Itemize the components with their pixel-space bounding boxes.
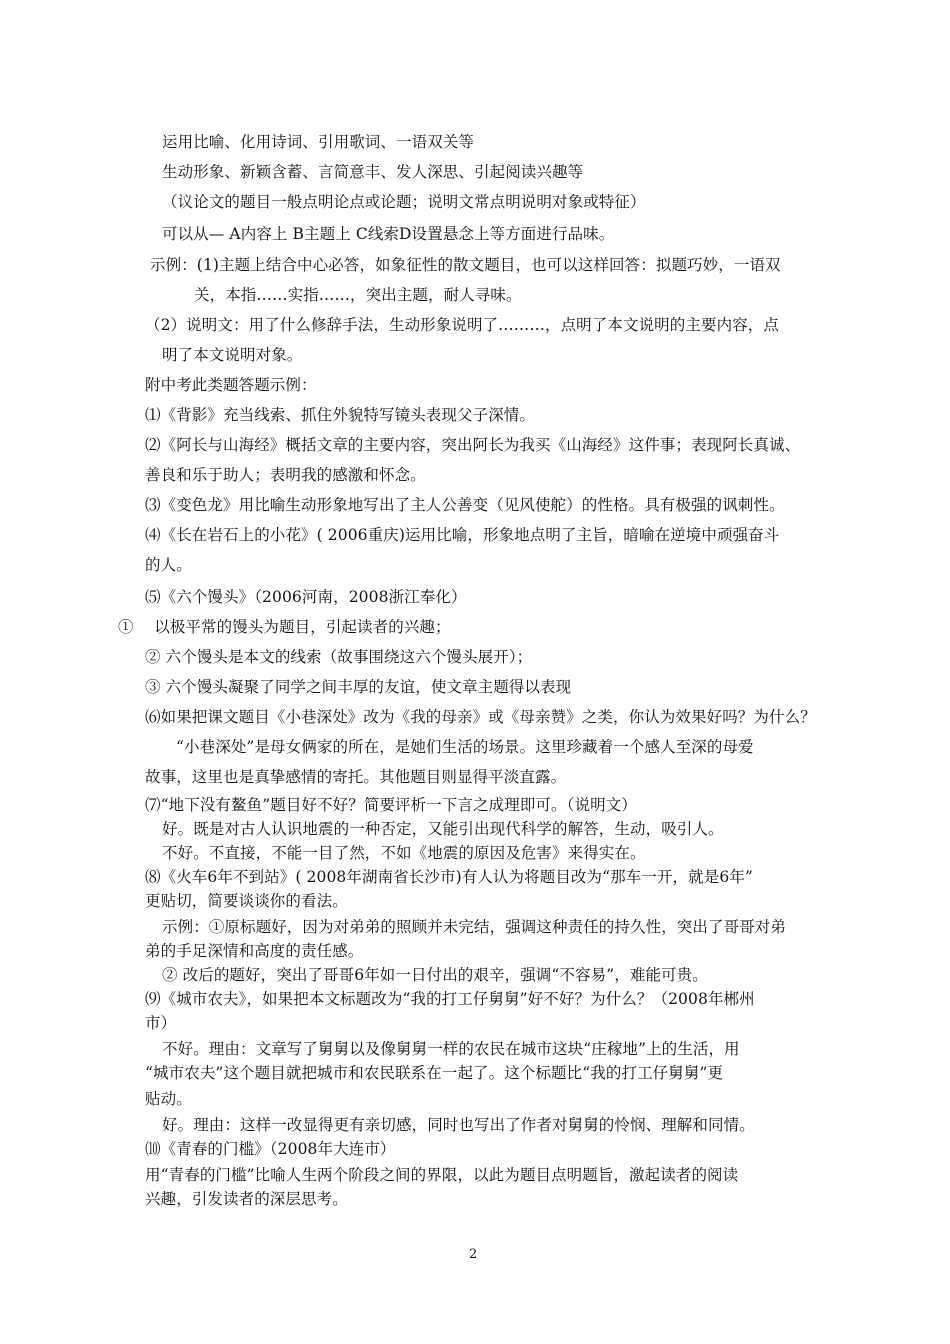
text-line: 示例：①原标题好，因为对弟弟的照顾并未完结，强调这种责任的持久性，突出了哥哥对弟 xyxy=(162,918,787,936)
text-line: 市） xyxy=(145,1014,177,1032)
text-line: ① 以极平常的馒头为题目，引起读者的兴趣； xyxy=(118,618,451,636)
text-line: ② 六个馒头是本文的线索（故事围绕这六个馒头展开）； xyxy=(145,648,533,666)
text-line: 关，本指……实指……，突出主题，耐人寻味。 xyxy=(194,286,522,304)
text-line: ③ 六个馒头凝聚了同学之间丰厚的友谊，使文章主题得以表现 xyxy=(145,678,572,696)
text-line: 弟的手足深情和高度的责任感。 xyxy=(145,942,364,960)
text-line: ⑹如果把课文题目《小巷深处》改为《我的母亲》或《母亲赞》之类，你认为效果好吗？为什么？ xyxy=(145,708,816,726)
text-line: （议论文的题目一般点明论点或论题；说明文常点明说明对象或特征） xyxy=(162,193,646,211)
text-line: ② 改后的题好，突出了哥哥6年如一日付出的艰辛，强调“不容易”，难能可贵。 xyxy=(162,966,708,984)
text-line: ⑼《城市农夫》，如果把本文标题改为“我的打工仔舅舅”好不好？为什么？（2008年郴州 xyxy=(145,990,755,1008)
text-line: ⑻《火车6年不到站》( 2008年湖南省长沙市)有人认为将题目改为“那车一开，就是6年” xyxy=(145,868,753,886)
text-line: （2）说明文：用了什么修辞手法，生动形象说明了………，点明了本文说明的主要内容，点 xyxy=(145,316,779,334)
text-line: 兴趣，引发读者的深层思考。 xyxy=(145,1190,348,1208)
text-line: ⑺“地下没有鳌鱼”题目好不好？简要评析一下言之成理即可。（说明文） xyxy=(145,796,637,814)
text-line: 可以从— A内容上 B主题上 C线索D设置悬念上等方面进行品味。 xyxy=(162,225,615,243)
text-line: 好。既是对古人认识地震的一种否定，又能引出现代科学的解答，生动，吸引人。 xyxy=(162,820,724,838)
text-line: 生动形象、新颖含蓄、言简意丰、发人深思、引起阅读兴趣等 xyxy=(162,163,584,181)
text-line: ⑶《变色龙》用比喻生动形象地写出了主人公善变（见风使舵）的性格。具有极强的讽刺性。 xyxy=(145,496,785,514)
text-line: 好。理由：这样一改显得更有亲切感，同时也写出了作者对舅舅的怜悯、理解和同情。 xyxy=(162,1116,755,1134)
text-line: 更贴切，简要谈谈你的看法。 xyxy=(145,892,348,910)
text-line: ⑸《六个馒头》（2006河南，2008浙江奉化） xyxy=(145,588,467,606)
text-line: 运用比喻、化用诗词、引用歌词、一语双关等 xyxy=(162,133,475,151)
page-number: 2 xyxy=(469,1247,478,1262)
text-line: 不好。理由：文章写了舅舅以及像舅舅一样的农民在城市这块“庄稼地”上的生活，用 xyxy=(162,1040,740,1058)
text-line: 附中考此类题答题示例： xyxy=(145,376,317,394)
text-line: 用“青春的门槛”比喻人生两个阶段之间的界限，以此为题目点明题旨，激起读者的阅读 xyxy=(145,1166,739,1184)
text-line: 故事，这里也是真挚感情的寄托。其他题目则显得平淡直露。 xyxy=(145,768,567,786)
text-line: 贴动。 xyxy=(145,1090,192,1108)
text-line: ⑷《长在岩石上的小花》( 2006重庆)运用比喻，形象地点明了主旨，暗喻在逆境中顽强奋斗 xyxy=(145,526,780,544)
text-line: 明了本文说明对象。 xyxy=(162,346,303,364)
text-line: 不好。不直接，不能一目了然，不如《地震的原因及危害》来得实在。 xyxy=(162,844,646,862)
text-line: ⑴《背影》充当线索、抓住外貌特写镜头表现父子深情。 xyxy=(145,406,536,424)
text-line: 示例：(1)主题上结合中心必答，如象征性的散文题目，也可以这样回答：拟题巧妙，一语双 xyxy=(150,256,781,274)
text-line: ⑽《青春的门槛》（2008年大连市） xyxy=(145,1140,396,1158)
text-line: “城市农夫”这个题目就把城市和农民联系在一起了。这个标题比“我的打工仔舅舅”更 xyxy=(145,1064,724,1082)
text-line: ⑵《阿长与山海经》概括文章的主要内容，突出阿长为我买《山海经》这件事；表现阿长真诚、 xyxy=(145,436,801,454)
text-line: 的人。 xyxy=(145,556,192,574)
text-line: 善良和乐于助人；表明我的感激和怀念。 xyxy=(145,466,426,484)
text-line: “小巷深处”是母女俩家的所在，是她们生活的场景。这里珍藏着一个感人至深的母爱 xyxy=(176,738,754,756)
